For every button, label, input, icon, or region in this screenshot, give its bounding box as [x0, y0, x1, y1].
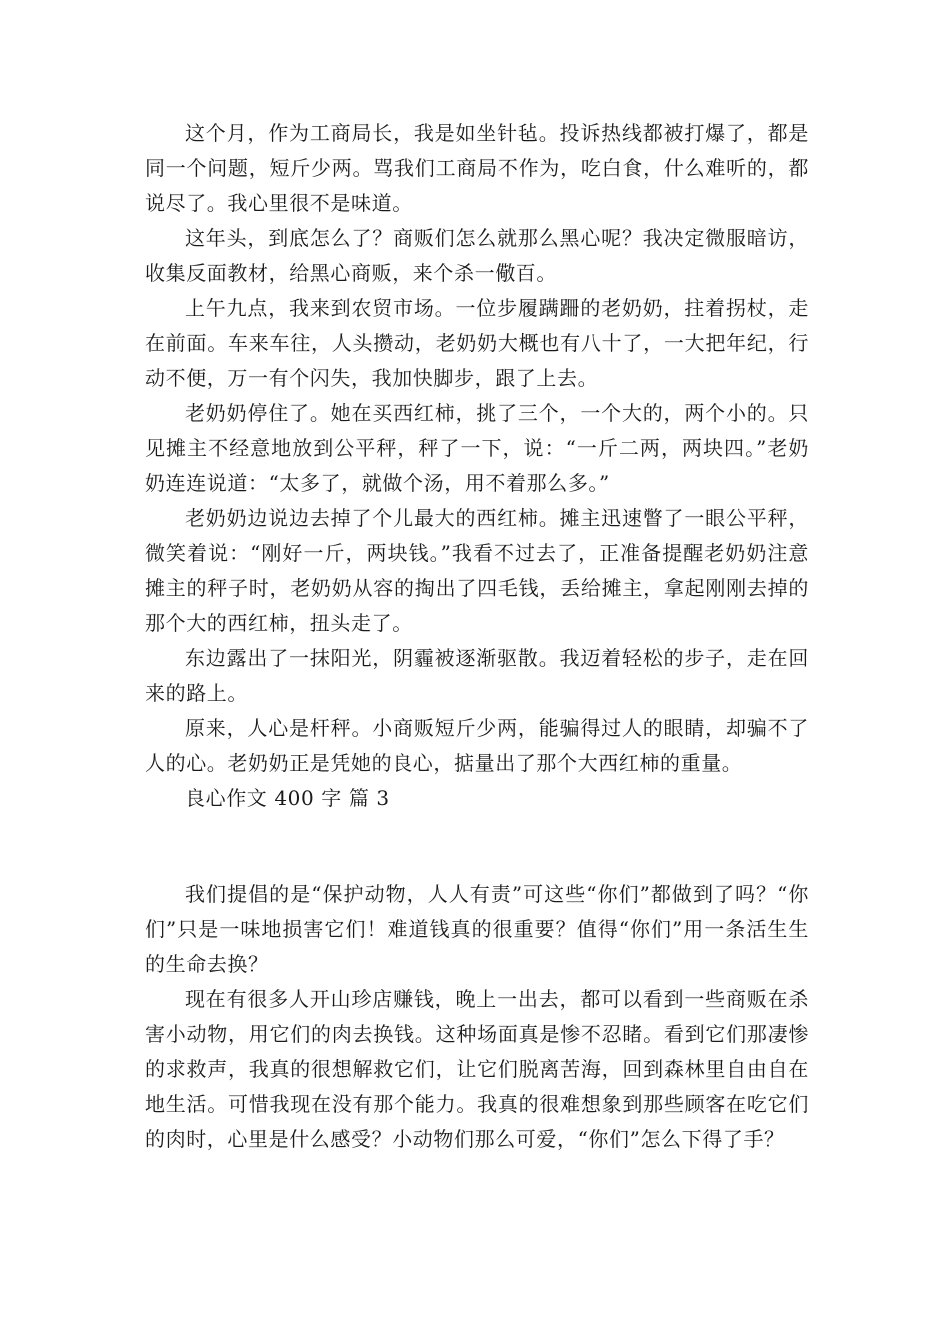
paragraph-6: 东边露出了一抹阳光，阴霾被逐渐驱散。我迈着轻松的步子，走在回来的路上。: [145, 646, 809, 705]
essay-part-2: [145, 877, 809, 1157]
paragraph-2: 这年头，到底怎么了？商贩们怎么就那么黑心呢？我决定微服暗访，收集反面教材，给黑心商贩，来个杀一儆百。: [145, 226, 809, 285]
paragraph-8: 我们提倡的是“保护动物，人人有责”可这些“你们”都做到了吗？“你们”只是一味地损害它们！难道钱真的很重要？值得“你们”用一条活生生的生命去换？: [145, 882, 809, 976]
paragraph-5: 老奶奶边说边去掉了个儿最大的西红柿。摊主迅速瞥了一眼公平秤，微笑着说：“刚好一斤，两块钱。”我看不过去了，正准备提醒老奶奶注意摊主的秤子时，老奶奶从容的掏出了四毛钱，丢给摊主，拿起刚刚去掉的那个大的西红柿，扭头走了。: [145, 506, 809, 635]
section-heading: 良心作文 400 字 篇 3: [185, 786, 390, 810]
paragraph-3: 上午九点，我来到农贸市场。一位步履蹒跚的老奶奶，拄着拐杖，走在前面。车来车往，人头攒动，老奶奶大概也有八十了，一大把年纪，行动不便，万一有个闪失，我加快脚步，跟了上去。: [145, 296, 809, 390]
paragraph-7: 原来，人心是杆秤。小商贩短斤少两，能骗得过人的眼睛，却骗不了人的心。老奶奶正是凭她的良心，掂量出了那个大西红柿的重量。: [145, 716, 809, 775]
paragraph-1: 这个月，作为工商局长，我是如坐针毡。投诉热线都被打爆了，都是同一个问题，短斤少两。骂我们工商局不作为，吃白食，什么难听的，都说尽了。我心里很不是味道。: [145, 121, 809, 215]
essay-part-1: [145, 116, 809, 816]
paragraph-9: 现在有很多人开山珍店赚钱，晚上一出去，都可以看到一些商贩在杀害小动物，用它们的肉去换钱。这种场面真是惨不忍睹。看到它们那凄惨的求救声，我真的很想解救它们，让它们脱离苦海，回到森林里自由自在地生活。可惜我现在没有那个能力。我真的很难想象到那些顾客在吃它们的肉时，心里是什么感受？小动物们那么可爱，“你们”怎么下得了手？: [145, 987, 809, 1151]
paragraph-4: 老奶奶停住了。她在买西红柿，挑了三个，一个大的，两个小的。只见摊主不经意地放到公平秤，秤了一下，说：“一斤二两，两块四。”老奶奶连连说道：“太多了，就做个汤，用不着那么多。”: [145, 401, 809, 495]
